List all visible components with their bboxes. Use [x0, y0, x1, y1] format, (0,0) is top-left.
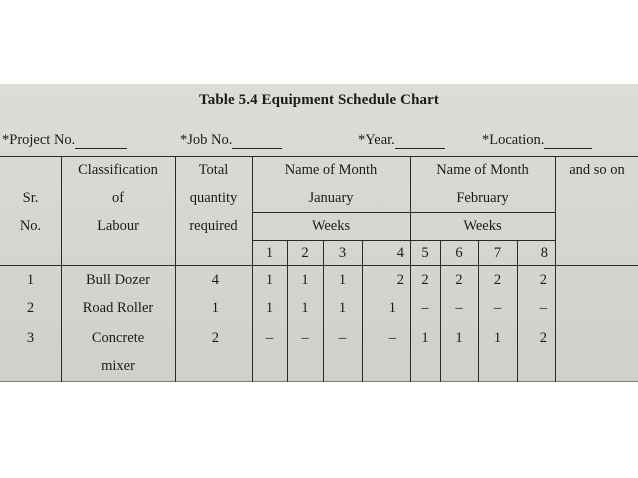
weeks-lower-rule: [252, 240, 556, 241]
row-week-value: –: [493, 300, 502, 316]
row-week-value: –: [265, 330, 274, 346]
row-week-value: 2: [421, 272, 429, 288]
row-sr: 2: [26, 300, 35, 316]
row-week-value: 1: [493, 330, 502, 346]
week-number: 6: [455, 245, 463, 261]
header-month2-weeks: Weeks: [463, 218, 502, 234]
row-week-value: –: [301, 330, 309, 346]
row-week-value: 1: [388, 300, 396, 316]
week-number: 7: [493, 245, 502, 261]
job-no-blank: [232, 136, 282, 149]
row-week-value: 1: [338, 272, 347, 288]
row-week-value: 2: [539, 330, 547, 346]
row-week-value: 1: [338, 300, 347, 316]
row-quantity: 1: [211, 300, 219, 316]
row-quantity: 4: [211, 272, 219, 288]
row-week-value: –: [421, 300, 429, 316]
week-number: 8: [540, 245, 548, 261]
row-week-value: 1: [265, 300, 274, 316]
row-quantity: 2: [211, 330, 219, 346]
row-week-value: 2: [455, 272, 463, 288]
week-number: 1: [265, 245, 274, 261]
table-top-rule: [0, 156, 638, 157]
week-number: 4: [396, 245, 404, 261]
table-title: Table 5.4 Equipment Schedule Chart: [199, 92, 439, 108]
week-number: 2: [301, 245, 309, 261]
row-week-value: 2: [539, 272, 547, 288]
header-of: of: [111, 190, 125, 206]
row-sr: 1: [26, 272, 35, 288]
year-field: [358, 132, 445, 149]
header-month2-value: February: [456, 190, 509, 206]
header-month1-value: January: [308, 190, 354, 206]
header-month1-weeks: Weeks: [311, 218, 351, 234]
row-classification: Bull Dozer: [85, 272, 151, 288]
header-classification: Classification: [78, 162, 158, 178]
header-bottom-rule: [0, 265, 638, 266]
row-week-value: 1: [301, 272, 309, 288]
row-week-value: –: [539, 300, 547, 316]
table-photo: [0, 84, 638, 382]
weeks-upper-rule: [252, 212, 556, 213]
header-total: Total: [198, 162, 229, 178]
row-week-value: –: [455, 300, 463, 316]
row-week-value: 2: [493, 272, 502, 288]
header-and-so-on: and so on: [569, 162, 625, 178]
row-week-value: 1: [455, 330, 463, 346]
header-month1-name: Name of Month: [284, 162, 378, 178]
row-week-value: 2: [396, 272, 404, 288]
col-divider-feb: [555, 156, 556, 382]
row-sr: 3: [26, 330, 35, 346]
location-field: [482, 132, 592, 149]
project-no-label: *Project No.: [2, 132, 76, 148]
header-quantity: quantity: [189, 190, 238, 206]
header-required: required: [189, 218, 238, 234]
week-number: 3: [338, 245, 347, 261]
row-week-value: 1: [265, 272, 274, 288]
row-week-value: 1: [421, 330, 429, 346]
project-no-blank: [75, 136, 127, 149]
header-sr: Sr.: [22, 190, 39, 206]
row-classification-continued: mixer: [101, 358, 135, 374]
job-no-label: *Job No.: [180, 132, 233, 148]
header-month2-name: Name of Month: [436, 162, 529, 178]
row-classification: Road Roller: [82, 300, 154, 316]
row-week-value: –: [388, 330, 396, 346]
row-week-value: 1: [301, 300, 309, 316]
project-no-field: [2, 132, 127, 149]
table-bottom-rule: [0, 381, 638, 382]
year-label: *Year.: [358, 132, 395, 148]
year-blank: [395, 136, 445, 149]
header-no: No.: [19, 218, 42, 234]
row-classification: Concrete: [91, 330, 145, 346]
week-number: 5: [421, 245, 429, 261]
job-no-field: [180, 132, 282, 149]
row-week-value: –: [338, 330, 347, 346]
header-labour: Labour: [97, 218, 139, 234]
location-blank: [544, 136, 592, 149]
location-label: *Location.: [482, 132, 545, 148]
